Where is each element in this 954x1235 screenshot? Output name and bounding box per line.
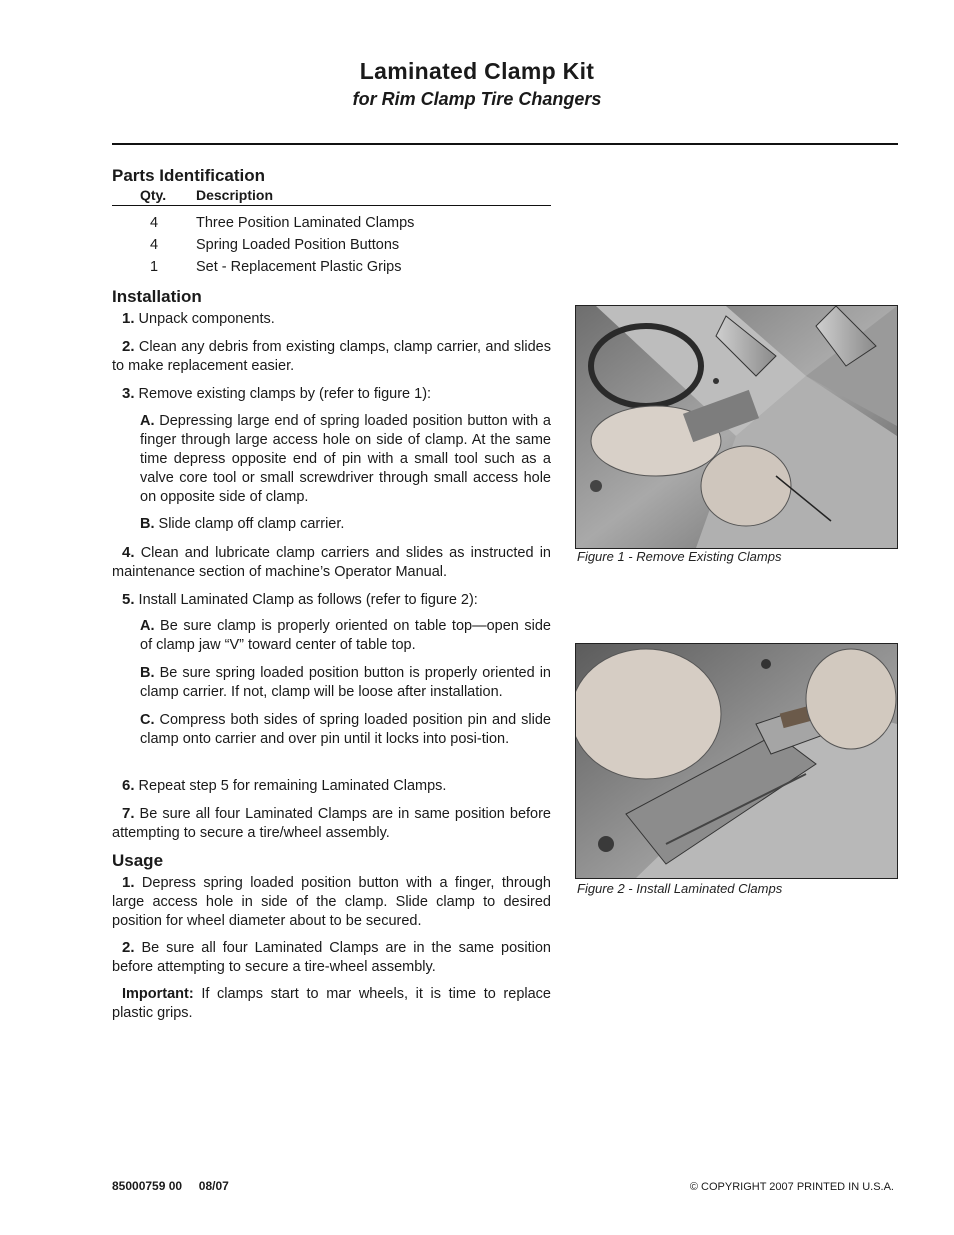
install-step-3a bbox=[140, 412, 551, 507]
part-number: 85000759 00 bbox=[112, 1179, 183, 1193]
figure-1-illustration bbox=[576, 306, 897, 548]
substep-text: Depressing large end of spring loaded position button with a finger through large access hole on side of clamp. At the same time depress opposite end of pin with a small tool such as a valve core tool or small screwdriver through small access hole on opposite side of clamp. bbox=[140, 413, 551, 505]
installation-heading: Installation bbox=[112, 287, 202, 306]
substep-letter: B. bbox=[140, 516, 155, 532]
step-text: Be sure all four Laminated Clamps are in the same position before attempting to secure a tire-wheel assembly. bbox=[112, 940, 551, 975]
parts-heading: Parts Identification bbox=[112, 166, 266, 185]
substep-letter: C. bbox=[140, 712, 155, 728]
step-text: Depress spring loaded position button with a finger, through large access hole in side of the clamp. Slide clamp to desired position for wheel diameter about to be secured. bbox=[112, 875, 551, 929]
parts-description: Set - Replacement Plastic Grips bbox=[196, 259, 402, 275]
figure-2-photo bbox=[575, 643, 898, 879]
document-title: Laminated Clamp Kit bbox=[359, 58, 595, 84]
footer-part-info bbox=[112, 1179, 229, 1193]
description-column-header: Description bbox=[196, 187, 274, 203]
parts-description: Three Position Laminated Clamps bbox=[196, 215, 415, 231]
important-label: Important: bbox=[122, 986, 194, 1002]
parts-description: Spring Loaded Position Buttons bbox=[196, 237, 400, 253]
install-step-3 bbox=[112, 384, 551, 404]
step-number: 6. bbox=[122, 777, 135, 794]
step-text: Repeat step 5 for remaining Laminated Clamps. bbox=[134, 778, 447, 794]
install-step-5c bbox=[140, 711, 551, 749]
substep-letter: A. bbox=[140, 413, 155, 429]
substep-text: Compress both sides of spring loaded position pin and slide clamp onto carrier and over pin until it locks into posi-tion. bbox=[140, 712, 551, 747]
step-text: Clean and lubricate clamp carriers and slides as instructed in maintenance section of machine’s Operator Manual. bbox=[112, 545, 551, 580]
step-number: 2. bbox=[122, 939, 135, 956]
install-step-1 bbox=[112, 309, 551, 329]
substep-text: Be sure clamp is properly oriented on table top—open side of clamp jaw “V” toward center of table top. bbox=[140, 618, 551, 653]
document-subtitle: for Rim Clamp Tire Changers bbox=[352, 89, 602, 109]
step-number: 4. bbox=[122, 544, 135, 561]
substep-letter: B. bbox=[140, 665, 155, 681]
header-divider bbox=[112, 143, 898, 145]
substep-text: Slide clamp off clamp carrier. bbox=[154, 516, 345, 532]
step-text: Remove existing clamps by (refer to figure 1): bbox=[134, 386, 432, 402]
install-step-7 bbox=[112, 804, 551, 843]
parts-row bbox=[112, 259, 551, 279]
step-number: 5. bbox=[122, 591, 135, 608]
parts-qty: 4 bbox=[150, 215, 159, 231]
usage-step-2 bbox=[112, 938, 551, 977]
figure-2-caption: Figure 2 - Install Laminated Clamps bbox=[577, 881, 783, 896]
parts-qty: 1 bbox=[150, 259, 159, 275]
install-step-5 bbox=[112, 590, 551, 610]
usage-step-1 bbox=[112, 873, 551, 931]
step-text: Unpack components. bbox=[134, 311, 275, 327]
step-text: Be sure all four Laminated Clamps are in same position before attempting to secure a tire/wheel assembly. bbox=[112, 806, 551, 841]
step-number: 7. bbox=[122, 805, 135, 822]
install-step-5b bbox=[140, 664, 551, 702]
step-text: Clean any debris from existing clamps, clamp carrier, and slides to make replacement easier. bbox=[112, 339, 551, 374]
step-number: 3. bbox=[122, 385, 135, 402]
step-number: 2. bbox=[122, 338, 135, 355]
parts-qty: 4 bbox=[150, 237, 159, 253]
figure-1-caption: Figure 1 - Remove Existing Clamps bbox=[577, 549, 782, 564]
step-number: 1. bbox=[122, 874, 135, 891]
parts-row bbox=[112, 215, 551, 235]
figure-2-illustration bbox=[576, 644, 897, 878]
install-step-2 bbox=[112, 337, 551, 376]
step-number: 1. bbox=[122, 310, 135, 327]
footer-copyright: © COPYRIGHT 2007 PRINTED IN U.S.A. bbox=[689, 1181, 894, 1193]
parts-row bbox=[112, 237, 551, 257]
usage-heading: Usage bbox=[112, 851, 164, 870]
revision-date: 08/07 bbox=[198, 1179, 229, 1193]
parts-table-header bbox=[112, 187, 551, 206]
substep-letter: A. bbox=[140, 618, 155, 634]
important-note bbox=[112, 985, 551, 1023]
install-step-5a bbox=[140, 617, 551, 655]
figure-1-photo bbox=[575, 305, 898, 549]
step-text: Install Laminated Clamp as follows (refer to figure 2): bbox=[134, 592, 478, 608]
qty-column-header: Qty. bbox=[140, 187, 167, 203]
substep-text: Be sure spring loaded position button is properly oriented in clamp carrier. If not, clamp will be loose after installation. bbox=[140, 665, 551, 700]
install-step-4 bbox=[112, 543, 551, 582]
important-text: If clamps start to mar wheels, it is time to replace plastic grips. bbox=[112, 986, 551, 1021]
install-step-3b bbox=[140, 515, 551, 534]
install-step-6 bbox=[112, 776, 551, 796]
